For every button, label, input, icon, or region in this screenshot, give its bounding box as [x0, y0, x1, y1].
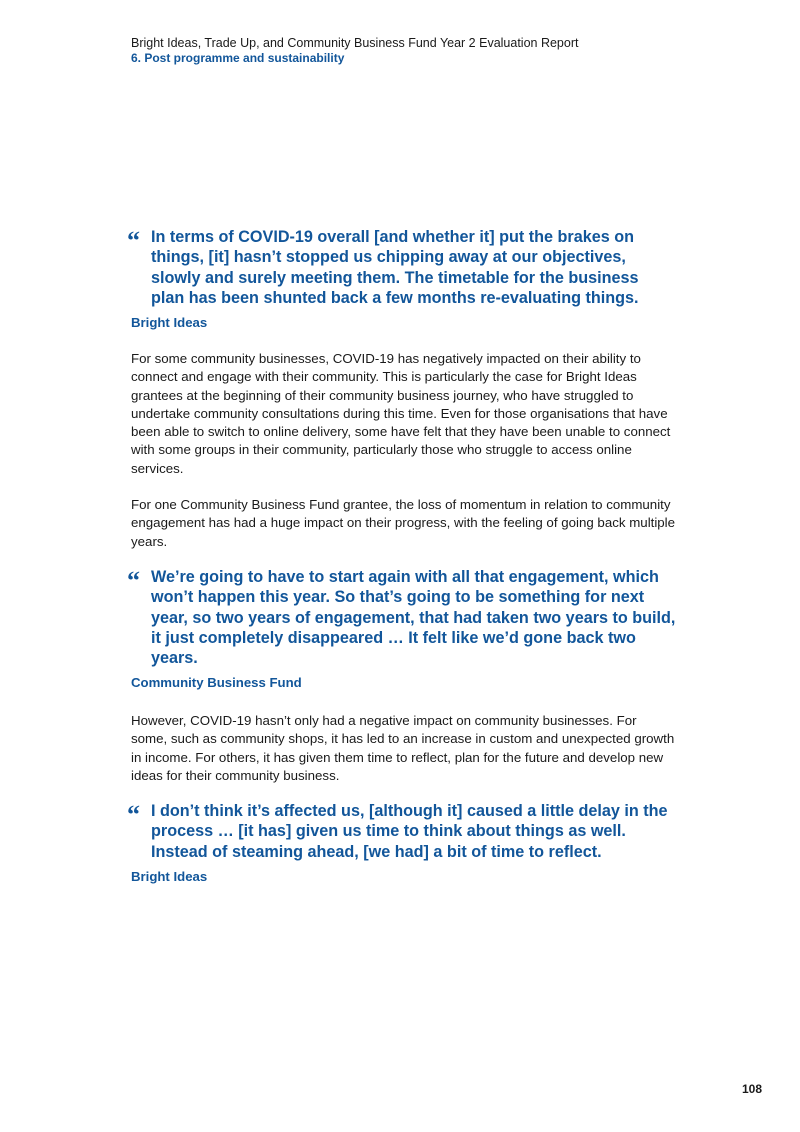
- body-paragraph-3: [131, 712, 676, 785]
- quote-attribution: Community Business Fund: [131, 675, 302, 691]
- report-title: Bright Ideas, Trade Up, and Community Business Fund Year 2 Evaluation Report: [131, 36, 579, 50]
- quote-block-3: [127, 800, 676, 886]
- quote-attribution: Bright Ideas: [131, 315, 208, 331]
- quote-attribution: Bright Ideas: [131, 868, 208, 884]
- page-header: [131, 35, 751, 66]
- quote-text: We’re going to have to start again with all that engagement, which won’t happen this year. So that’s going to be something for next year, so two years of engagement, that had taken two years to build, it just completely disappeared … It felt like we’d gone back two years.: [151, 568, 676, 668]
- paragraph-text: However, COVID-19 hasn’t only had a negative impact on community businesses. For some, such as community shops, it has led to an increase in custom and unexpected growth in income. For others, it has given them time to reflect, plan for the future and develop new ideas for their community business.: [131, 713, 675, 783]
- page-number: 108: [741, 1082, 762, 1096]
- quote-mark-icon: “: [127, 566, 140, 595]
- quote-block-1: [127, 226, 676, 332]
- pull-quote: [127, 566, 676, 668]
- paragraph-text: For one Community Business Fund grantee, the loss of momentum in relation to community engagement has had a huge impact on their progress, with the feeling of going back multiple years.: [131, 497, 676, 549]
- body-paragraph-1: [131, 350, 676, 478]
- quote-mark-icon: “: [127, 800, 140, 829]
- paragraph-text: For some community businesses, COVID-19 has negatively impacted on their ability to connect and engage with their community. This is particularly the case for Bright Ideas grantees at the beginning of their community business journey, who have struggled to undertake community consultations during this time. Even for those organisations that have been able to switch to online delivery, some have felt that they have been unable to connect with some groups in their community, particularly those who struggle to access online services.: [131, 351, 671, 476]
- quote-block-2: [127, 566, 676, 692]
- body-paragraph-2: [131, 496, 676, 551]
- quote-text: In terms of COVID-19 overall [and whether it] put the brakes on things, [it] hasn’t stopped us chipping away at our objectives, slowly and surely meeting them. The timetable for the business plan has been shunted back a few months re-evaluating things.: [151, 228, 639, 307]
- quote-mark-icon: “: [127, 226, 140, 255]
- quote-text: I don’t think it’s affected us, [although it] caused a little delay in the process … [it has] given us time to think about things as well. Instead of steaming ahead, [we had] a bit of time to reflect.: [151, 802, 668, 861]
- pull-quote: [127, 800, 676, 862]
- section-title: 6. Post programme and sustainability: [131, 51, 345, 65]
- pull-quote: [127, 226, 676, 308]
